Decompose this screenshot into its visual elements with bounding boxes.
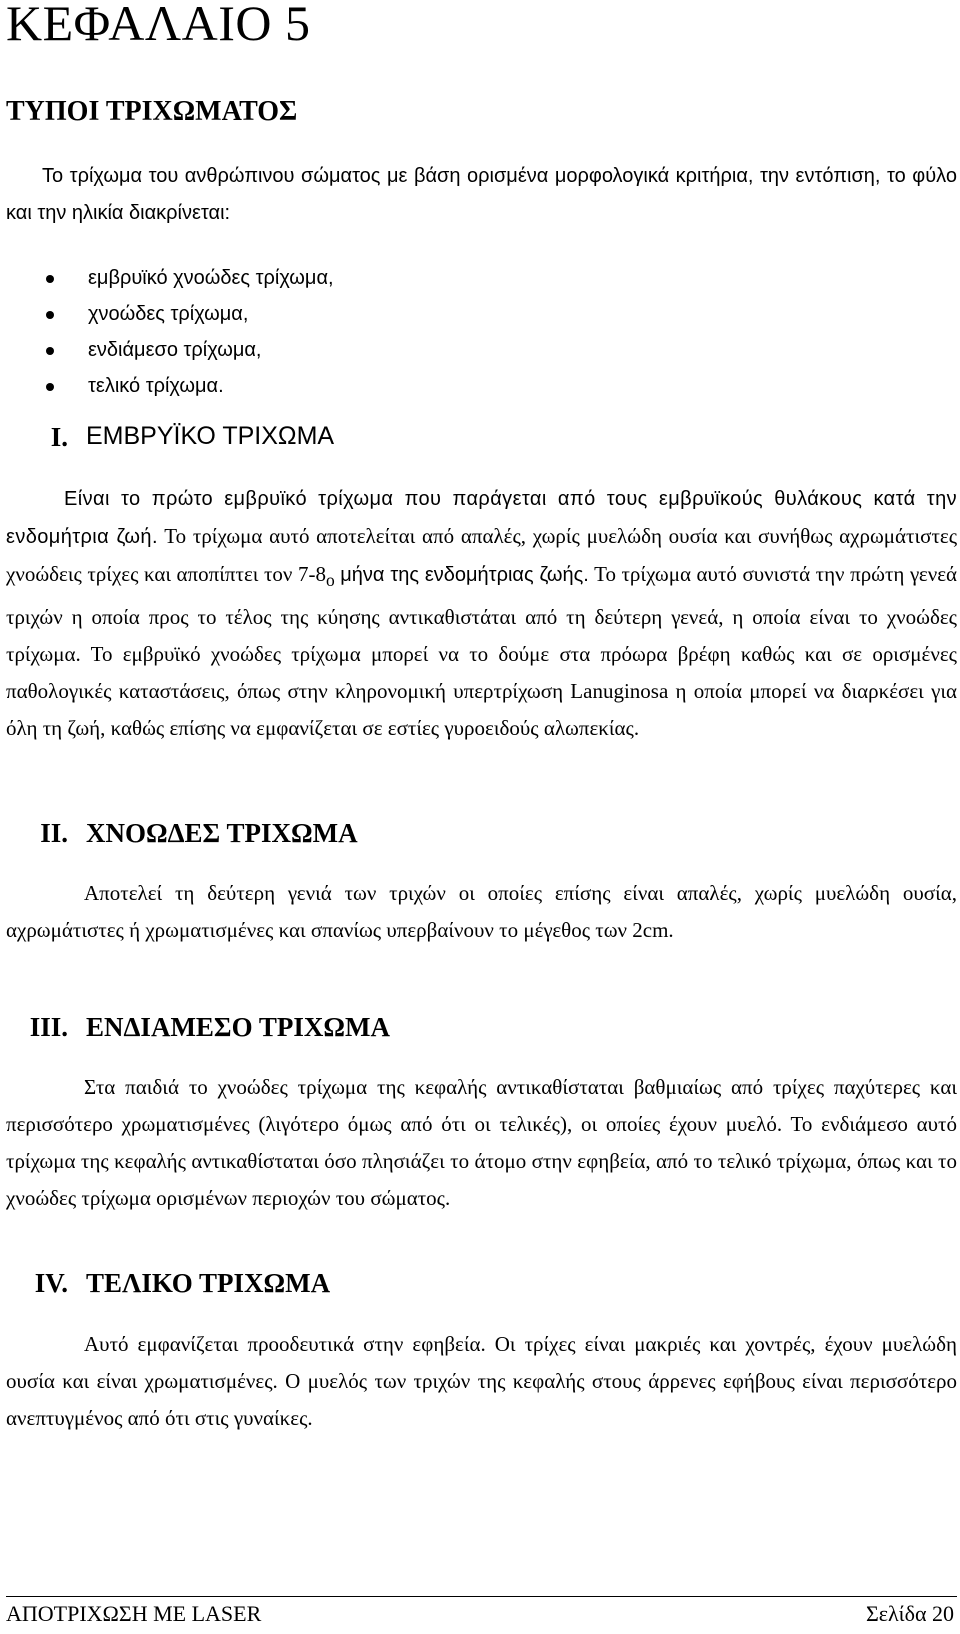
page-number: Σελίδα 20 <box>865 1601 954 1626</box>
section-title: ΕΜΒΡΥΪΚΟ ΤΡΙΧΩΜΑ <box>86 422 335 450</box>
section-paragraph: Είναι το πρώτο εμβρυϊκό τρίχωμα που παράγεται από τους εμβρυϊκούς θυλάκους κατά την ενδομήτρια ζωή. Το τρίχωμα αυτό αποτελείται από απαλές, χωρίς μυελώδη ουσία και συνήθως αχρωμάτιστες χνοώδεις τρίχες και αποπίπτει τον $7-8_o$ μήνα της ενδομήτριας ζωής. Το τρίχωμα αυτό συνιστά την πρώτη γενεά τριχών η οποία προς το τέλος της κύησης αντικαθιστάται από τη δεύτερη γενεά, η οποία είναι το χνοώδες τρίχωμα. Το εμβρυϊκό χνοώδες τρίχωμα μπορεί να το δούμε στα πρόωρα βρέφη καθώς και σε ορισμένες παθολογικές καταστάσεις, όπως στην κληρονομική υπερτρίχωση Lanuginosa η οποία μπορεί να διαρκέσει για όλη τη ζωή, καθώς επίσης να εμφανίζεται σε εστίες γυροειδούς αλωπεκίας. <box>6 488 958 741</box>
section-number: I. <box>50 422 68 452</box>
bullet-icon <box>46 383 54 391</box>
bullet-icon <box>46 275 54 283</box>
section-title: ΕΝΔΙΑΜΕΣΟ ΤΡΙΧΩΜΑ <box>86 1012 390 1042</box>
bullet-icon <box>46 311 54 319</box>
list-item: ενδιάμεσο τρίχωμα, <box>0 332 334 368</box>
section-number: III. <box>29 1012 68 1042</box>
list-item: εμβρυϊκό χνοώδες τρίχωμα, <box>0 260 334 296</box>
footer-divider <box>6 1596 957 1597</box>
chapter-title: ΚΕΦΑΛΑΙΟ 5 <box>6 0 311 51</box>
section-paragraph: Αποτελεί τη δεύτερη γενιά των τριχών οι οποίες επίσης είναι απαλές, χωρίς μυελώδη ουσία, αχρωμάτιστες ή χρωματισμένες και σπανίως υπερβαίνουν το μέγεθος των 2cm. <box>6 881 957 942</box>
hair-types-list <box>0 260 334 404</box>
list-item: τελικό τρίχωμα. <box>0 368 334 404</box>
main-heading: ΤΥΠΟΙ ΤΡΙΧΩΜΑΤΟΣ <box>6 96 298 127</box>
bullet-icon <box>46 347 54 355</box>
intro-paragraph: Το τρίχωμα του ανθρώπινου σώματος με βάση ορισμένα μορφολογικά κριτήρια, την εντόπιση, το φύλο και την ηλικία διακρίνεται: <box>6 165 957 224</box>
section-number: II. <box>40 818 68 848</box>
footer-title: ΑΠΟΤΡΙΧΩΣΗ ΜΕ LASER <box>6 1601 262 1626</box>
list-item: χνοώδες τρίχωμα, <box>0 296 334 332</box>
section-number: IV. <box>34 1268 68 1298</box>
section-title: ΤΕΛΙΚΟ ΤΡΙΧΩΜΑ <box>86 1268 331 1298</box>
section-title: ΧΝΟΩΔΕΣ ΤΡΙΧΩΜΑ <box>86 818 358 848</box>
section-paragraph: Στα παιδιά το χνοώδες τρίχωμα της κεφαλής αντικαθίσταται βαθμιαίως από τρίχες παχύτερες και περισσότερο χρωματισμένες (λιγότερο όμως από ότι οι τελικές), οι οποίες έχουν μυελό. Το ενδιάμεσο αυτό τρίχωμα της κεφαλής αντικαθίσταται όσο πλησιάζει το άτομο στην εφηβεία, από το τελικό τρίχωμα, όπως και το χνοώδες τρίχωμα ορισμένων περιοχών του σώματος. <box>6 1075 957 1210</box>
section-paragraph: Αυτό εμφανίζεται προοδευτικά στην εφηβεία. Οι τρίχες είναι μακριές και χοντρές, έχουν μυελώδη ουσία και είναι χρωματισμένες. Ο μυελός των τριχών της κεφαλής στους άρρενες εφήβους είναι περισσότερο ανεπτυγμένος από ότι στις γυναίκες. <box>6 1332 957 1430</box>
